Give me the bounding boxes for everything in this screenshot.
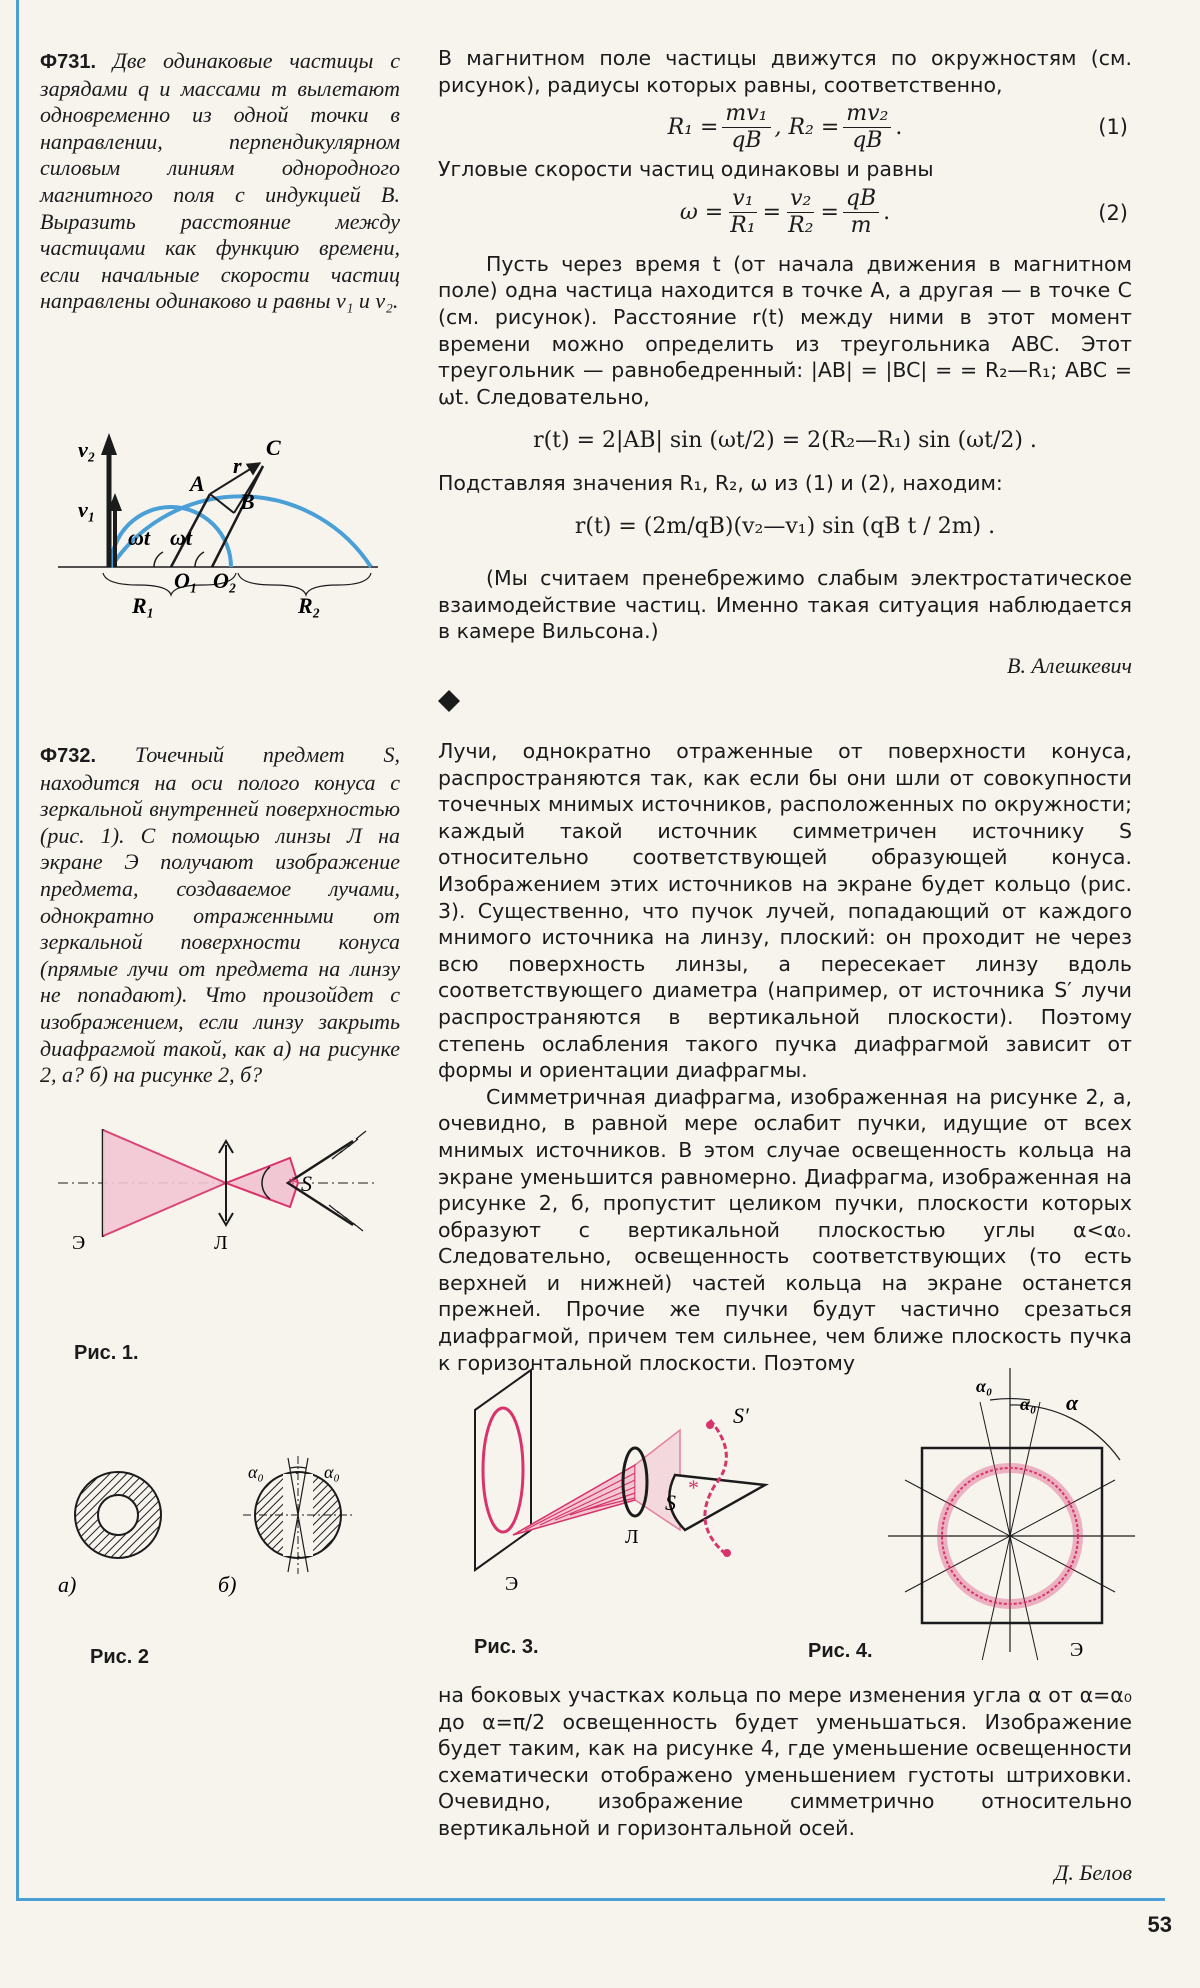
label-a0-fig4-left: α₀ — [976, 1376, 993, 1396]
figure-1-cone-lens — [48, 1125, 388, 1255]
cone-body — [669, 1475, 765, 1530]
figure-3-ring-image — [465, 1365, 795, 1605]
label-a: а) — [58, 1572, 77, 1597]
label-r2: R₂ — [298, 593, 321, 618]
label-s-prime: S′ — [733, 1403, 749, 1428]
caption-fig-2: Рис. 2 — [90, 1646, 149, 1668]
problem-731-text: Две одинаковые частицы с зарядами q и массами m вылетают одновременно из одной точки в направлении, перпендикулярном силовым линиям однородного магнитного поля с индукцией B. Выразить расстояние между частицами как функцию времени, если начальные скорости частиц направлены одинаково и равны v₁ и v₂. — [40, 48, 401, 314]
f2-frac-c — [843, 186, 879, 239]
f1-frac-2 — [843, 101, 891, 154]
solution-731 — [438, 45, 1132, 679]
formula-4: r(t) = (2m/qB)(v₂—v₁) sin (qB t / 2m) . — [574, 514, 996, 540]
figure-731 — [48, 405, 388, 620]
eq-number-2: (2) — [1098, 200, 1128, 225]
f1-num-2: mv₂ — [843, 101, 891, 128]
solution-732 — [438, 738, 1132, 1376]
f1-tail: . — [895, 114, 903, 140]
f2-eq-2: = — [820, 200, 839, 226]
f2-tail: . — [883, 200, 891, 226]
section-divider-diamond — [438, 690, 460, 712]
f1-frac-1 — [722, 101, 770, 154]
label-b: б) — [218, 1572, 237, 1597]
figure-2-diaphragms — [48, 1450, 388, 1600]
label-wt-1: ωt — [128, 525, 151, 550]
f1-num-1: mv₁ — [722, 101, 770, 128]
f2-b-den: R₂ — [788, 213, 814, 239]
label-lens-fig3: Л — [625, 1526, 639, 1548]
f2-eq-1: = — [762, 200, 782, 226]
radius-o2-c — [212, 466, 263, 567]
problem-731-label: Ф731. — [40, 51, 96, 73]
problem-732-statement — [40, 742, 400, 1089]
label-a0-fig4-right: α₀ — [1020, 1394, 1037, 1414]
solution-731-p1: В магнитном поле частицы движутся по окружностям (см. рисунок), радиусы которых равны, соответственно, — [438, 46, 1132, 97]
problem-732-label: Ф732. — [40, 745, 96, 767]
figure-4-ring-illumination — [880, 1360, 1140, 1660]
solution-732-p3: на боковых участках кольца по мере изменения угла α от α=α₀ до α=π/2 освещенность будет уменьшаться. Изображение будет таким, как на рисунке 4, где уменьшение освещенности схематически отображено уменьшением густоты штриховки. Очевидно, изображение симметрично относительно вертикальной и горизонтальной осей. — [438, 1683, 1132, 1840]
label-b: B — [240, 489, 255, 514]
label-screen-fig3: Э — [505, 1573, 519, 1595]
solution-731-p5: (Мы считаем пренебрежимо слабым электростатическое взаимодействие частиц. Именно такая ситуация наблюдается в камере Вильсона.) — [438, 565, 1132, 644]
f2-a-num: v₁ — [729, 186, 756, 213]
label-screen: Э — [72, 1232, 86, 1254]
solution-731-p3: Пусть через время t (от начала движения в магнитном поле) одна частица находится в точке A, а другая — в точке C (см. рисунок). Расстояние r(t) между ними в этот момент времени можно определить из треугольника ABC. Этот треугольник — равнобедренный: |AB| = |BC| = = R₂—R₁; ABC = ωt. Следовательно, — [438, 251, 1132, 409]
formula-1 — [438, 98, 1132, 156]
label-a0-right: α₀ — [324, 1462, 340, 1482]
label-v1: v₁ — [78, 497, 96, 522]
label-lens: Л — [214, 1232, 228, 1254]
label-o1: O₁ — [174, 568, 198, 593]
label-r: r — [233, 453, 242, 478]
page-number: 53 — [1147, 1912, 1172, 1937]
f2-frac-b — [785, 186, 816, 239]
problem-732-text: Точечный предмет S, находится на оси полого конуса с зеркальной внутренней поверхностью (рис. 1). С помощью линзы Л на экране Э получают изображение предмета, создаваемое лучами, однократно отраженными от зеркальной поверхности конуса (прямые лучи от предмета на линзу не попадают). Что произойдет с изображением, если линзу закрыть диафрагмой такой, как а) на рисунке 2, а? б) на рисунке 2, б? — [40, 742, 401, 1088]
f1-den-1: qB — [731, 127, 762, 153]
label-c: C — [266, 435, 281, 460]
author-732: Д. Белов — [1054, 1859, 1132, 1885]
label-v2: v₂ — [78, 437, 96, 462]
solution-732-p1: Лучи, однократно отраженные от поверхности конуса, распространяются так, как если бы они шли от совокупности точечных мнимых источников, расположенных по окружности; каждый такой источник симметричен источнику S относительно соответствующей образующей конуса. Изображением этих источников на экране будет кольцо (рис. 3). Существенно, что пучок лучей, попадающий от каждого мнимого источника на линзу, плоский: он проходит не через всю поверхность линзы, а пересекает линзу вдоль соответствующего диаметра (например, от источника S′ лучи распространяются в вертикальной плоскости). Поэтому степень ослабления такого пучка диафрагмой зависит от формы и ориентации диафрагмы. — [438, 739, 1132, 1083]
caption-fig-4: Рис. 4. — [808, 1640, 873, 1662]
eq-number-1: (1) — [1098, 115, 1128, 140]
f2-c-num: qB — [843, 186, 879, 213]
solution-732-continued — [438, 1682, 1132, 1886]
label-alpha-fig4: α — [1066, 1390, 1079, 1415]
caption-fig-1: Рис. 1. — [74, 1342, 139, 1364]
solution-731-p2: Угловые скорости частиц одинаковы и равны — [438, 157, 934, 182]
problem-731-statement — [40, 48, 400, 315]
svg-text:*: * — [288, 1173, 298, 1195]
f2-a-den: R₁ — [730, 213, 756, 239]
label-r1: R₁ — [132, 593, 155, 618]
f2-c-den: m — [850, 213, 872, 239]
svg-text:*: * — [688, 1475, 699, 1500]
f2-b-num: v₂ — [787, 186, 814, 213]
f1-den-2: qB — [852, 127, 883, 153]
f2-omega: ω = — [679, 200, 724, 226]
label-screen-fig4: Э — [1070, 1639, 1084, 1660]
caption-fig-3: Рис. 3. — [474, 1636, 539, 1658]
author-731: В. Алешкевич — [1007, 652, 1132, 678]
solution-732-p2: Симметричная диафрагма, изображенная на рисунке 2, а, очевидно, в равной мере ослабит пучки, идущие от всех мнимых источников. В этом случае освещенность кольца на экране уменьшится равномерно. Диафрагма, изображенная на рисунке 2, б, пропустит целиком пучки, плоскости которых образуют с вертикальной плоскостью углы α<α₀. Следовательно, освещенность соответствующих (то есть верхней и нижней) частей кольца на экране останется прежней. Прочие же пучки будут частично срезаться диафрагмой, причем тем сильнее, чем ближе плоскость пучка к горизонтальной плоскости. Поэтому — [438, 1084, 1132, 1375]
formula-3: r(t) = 2|AB| sin (ωt/2) = 2(R₂—R₁) sin (ωt/2) . — [533, 427, 1037, 453]
label-s-fig3: S — [665, 1490, 676, 1515]
label-o2: O₂ — [213, 568, 237, 593]
f1-r1: R₁ = — [667, 114, 719, 140]
f2-frac-a — [727, 186, 758, 239]
label-wt-2: ωt — [170, 525, 193, 550]
solution-731-p4: Подставляя значения R₁, R₂, ω из (1) и (2), находим: — [438, 471, 1003, 496]
label-a0-left: α₀ — [248, 1462, 264, 1482]
label-s: S — [301, 1171, 312, 1196]
f1-r2: , R₂ = — [774, 114, 840, 140]
label-a: A — [190, 471, 205, 496]
formula-2 — [438, 183, 1132, 243]
